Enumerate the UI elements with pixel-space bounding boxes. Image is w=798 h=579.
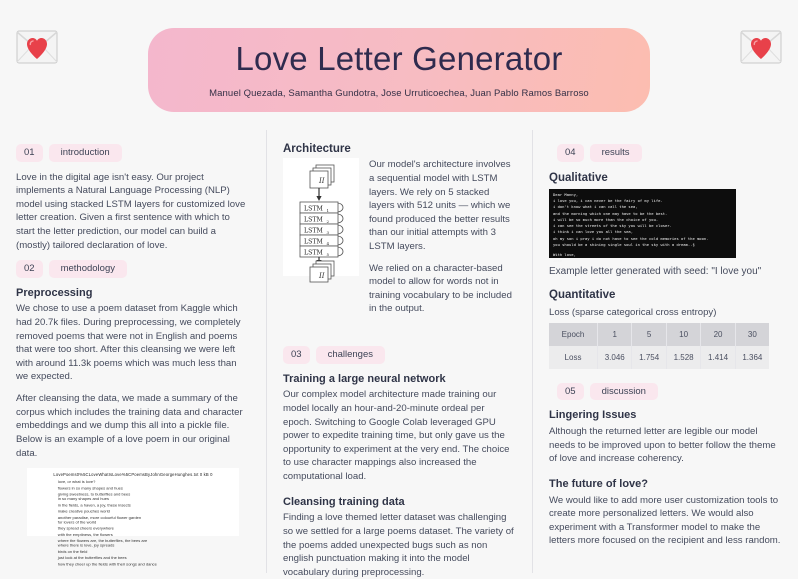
- poem-line: in the fields, a haven, a joy, these insects: [57, 503, 131, 509]
- page-title: Love Letter Generator: [235, 40, 563, 78]
- loss-table-header-cell: 30: [747, 329, 757, 339]
- architecture-paragraph-2: We relied on a character-based model to allow for words not in training vocabulary to be included in the output.: [369, 262, 512, 315]
- svg-text:2: 2: [326, 219, 330, 225]
- loss-table-value-cell: 1.364: [742, 352, 763, 362]
- section-name: challenges: [316, 346, 385, 364]
- poem-line: for lovers of the world: [57, 520, 97, 526]
- svg-text:LSTM: LSTM: [304, 249, 323, 257]
- column-right: [532, 130, 798, 573]
- section-chip-methodology: [16, 260, 250, 278]
- poem-line: with the emptiness, the flowers: [57, 532, 113, 538]
- architecture-row: [283, 158, 516, 324]
- svg-text:LSTM: LSTM: [304, 238, 323, 246]
- discussion-heading-1: Lingering Issues: [549, 409, 637, 422]
- section-number: 05: [557, 383, 584, 401]
- challenges-heading-2: Cleansing training data: [283, 495, 405, 508]
- poster-header: [0, 12, 798, 112]
- qualitative-heading: Qualitative: [549, 171, 608, 184]
- poem-line: they spread cheers everywhere: [57, 526, 114, 532]
- terminal-line: oh my son i pray i do not have to see the cold memories of the moon.: [553, 235, 709, 241]
- section-number: 04: [557, 144, 584, 162]
- terminal-line: you should be a shining single soul in the sky with a dream..§: [553, 241, 695, 247]
- architecture-heading: Architecture: [283, 143, 351, 155]
- architecture-text: [369, 158, 516, 324]
- section-name: methodology: [49, 260, 127, 278]
- loss-table-data-row: [549, 346, 769, 369]
- discussion-heading-2: The future of love?: [549, 477, 648, 490]
- discussion-paragraph-2: We would like to add more user customization tools to create more personalized letters. We would also experiment with a Transformer model to make the letters more focused on the recipient and less random.: [549, 494, 781, 547]
- column-middle: [266, 130, 532, 578]
- poem-line: just look at the butterflies and the bees: [57, 555, 127, 561]
- terminal-line: With love,: [553, 252, 576, 258]
- loss-table-header-cell: Epoch: [549, 323, 598, 346]
- section-chip-challenges: [283, 346, 516, 364]
- section-name: discussion: [590, 383, 658, 401]
- poem-line: love, or what is love?: [57, 480, 96, 485]
- introduction-body: Love in the digital age isn't easy. Our project implements a Natural Language Processing (NLP) model using stacked LSTM layers for customized love letter creation. Given a first sentence with which to start the letter prediction, our model can build a (mostly) tailored declaration of love.: [16, 171, 246, 251]
- svg-text:3: 3: [326, 230, 330, 236]
- challenges-paragraph-1: Our complex model architecture made training our model locally an hour-and-20-minute ordeal per epoch. Switching to Google Colab leveraged GPU power to expedite training time, but only gave us the opportunity to experiment at the very end. The choice to use character mappings also increased the computational load.: [283, 389, 510, 482]
- generated-letter-caption: Example letter generated with seed: "I love you": [549, 265, 762, 277]
- loss-table-value-cell: 1.528: [666, 346, 700, 369]
- poem-line: make creative pouches world: [57, 509, 110, 514]
- love-letter-envelope-icon: [16, 30, 58, 64]
- poem-line: birds on the field: [57, 549, 88, 555]
- section-number: 01: [16, 144, 43, 162]
- svg-text:II: II: [319, 272, 325, 281]
- loss-table-value-cell: 1.414: [701, 346, 735, 369]
- methodology-paragraph-1: We chose to use a poem dataset from Kaggle which had 20.7k files. During preprocessing, we completely removed poems that were not in English and poems that were too short. After this cleansing we were left with around 11.3k poems which was much less than we expected.: [16, 303, 241, 383]
- poem-line: how they cheer up the fields with their songs and dance: [57, 561, 157, 567]
- section-chip-discussion: [557, 383, 782, 401]
- loss-table: [549, 323, 769, 369]
- section-number: 02: [16, 260, 43, 278]
- discussion-paragraph-1: Although the returned letter are legible our model needs to be improved upon to better follow the theme of love and increase coherency.: [549, 426, 776, 465]
- section-chip-results: [557, 144, 782, 162]
- svg-text:LSTM: LSTM: [304, 205, 323, 213]
- section-name: results: [590, 144, 642, 162]
- love-letter-envelope-icon: [740, 30, 782, 64]
- loss-table-header-row: [549, 323, 769, 346]
- poster-columns: [0, 130, 798, 578]
- generated-letter-terminal: [549, 189, 736, 264]
- terminal-line: i love you, i can never be the fairy of my life.: [553, 198, 663, 204]
- quantitative-heading: Quantitative: [549, 289, 616, 302]
- loss-table-value-cell: 1.754: [632, 346, 666, 369]
- column-left: [0, 130, 266, 573]
- poem-line: where there is love, joy spreads: [57, 544, 115, 549]
- poem-example-figure: [27, 468, 239, 567]
- title-card: [148, 28, 650, 112]
- methodology-paragraph-2: After cleansing the data, we made a summary of the corpus which includes the training data and character embeddings and we dump this all into a pickle file. Below is an example of a love poem in our original data.: [16, 393, 243, 459]
- loss-table-value-cell: 3.046: [598, 346, 632, 369]
- lstm-architecture-diagram: [283, 158, 359, 281]
- challenges-paragraph-2: Finding a love themed letter dataset was challenging so we settled for a large poems dataset. The variety of the poems added unexpected bugs such as non english punctuation making it into the model vocabulary during preprocessing.: [283, 512, 514, 578]
- loss-table-header-cell: 5: [632, 323, 666, 346]
- terminal-line: and the morning which one may have to be the best.: [553, 210, 668, 216]
- architecture-paragraph-1: Our model's architecture involves a sequential model with LSTM layers. We rely on 5 stacked layers with 512 units — which we found produced the better results than our initial attempts with 3 LSTM layers.: [369, 159, 511, 253]
- svg-text:II: II: [319, 177, 325, 186]
- section-chip-introduction: [16, 144, 250, 162]
- section-name: introduction: [49, 144, 122, 162]
- svg-text:1: 1: [326, 208, 330, 214]
- loss-table-header-cell: 1: [598, 323, 632, 346]
- terminal-line: i can see the streets of the sky you will be closer.: [553, 223, 672, 229]
- challenges-heading-1: Training a large neural network: [283, 372, 446, 385]
- poem-line: giving sweetness, to butterflies and bees: [57, 491, 131, 497]
- loss-table-header-cell: 10: [666, 323, 700, 346]
- terminal-line: i think i can love you all the sea,: [553, 229, 634, 235]
- terminal-line: i don't know what i can call the sea,: [553, 204, 638, 210]
- svg-text:5: 5: [326, 252, 330, 258]
- svg-text:4: 4: [326, 241, 330, 247]
- poem-line: in so many shapes and hues: [57, 497, 109, 503]
- poem-figure-filename: LovePoems0%5CLoveWhatIsLove%5CPoemsByJohnGeorgeHunghes.txt 0 kB 0: [53, 473, 213, 478]
- poem-line: where the flowers are, the butterflies, the bees are: [57, 538, 148, 543]
- poem-line: another paradise, more colourful flower garden: [57, 514, 142, 520]
- svg-text:LSTM: LSTM: [304, 216, 323, 224]
- terminal-line: i will be so much more than the choice of you.: [553, 216, 659, 222]
- svg-text:LSTM: LSTM: [304, 227, 323, 235]
- terminal-line: Jose: [553, 258, 563, 264]
- section-number: 03: [283, 346, 310, 364]
- loss-table-header-cell: 20: [701, 323, 735, 346]
- preprocessing-heading: Preprocessing: [16, 286, 93, 299]
- terminal-line: Dear Manny,: [553, 191, 579, 197]
- author-list: Manuel Quezada, Samantha Gundotra, Jose Urruticoechea, Juan Pablo Ramos Barroso: [209, 87, 589, 99]
- poem-line: flowers in so many shapes and hues: [57, 485, 123, 491]
- loss-table-label: Loss (sparse categorical cross entropy): [549, 306, 717, 318]
- loss-table-row-label: Loss: [549, 346, 598, 369]
